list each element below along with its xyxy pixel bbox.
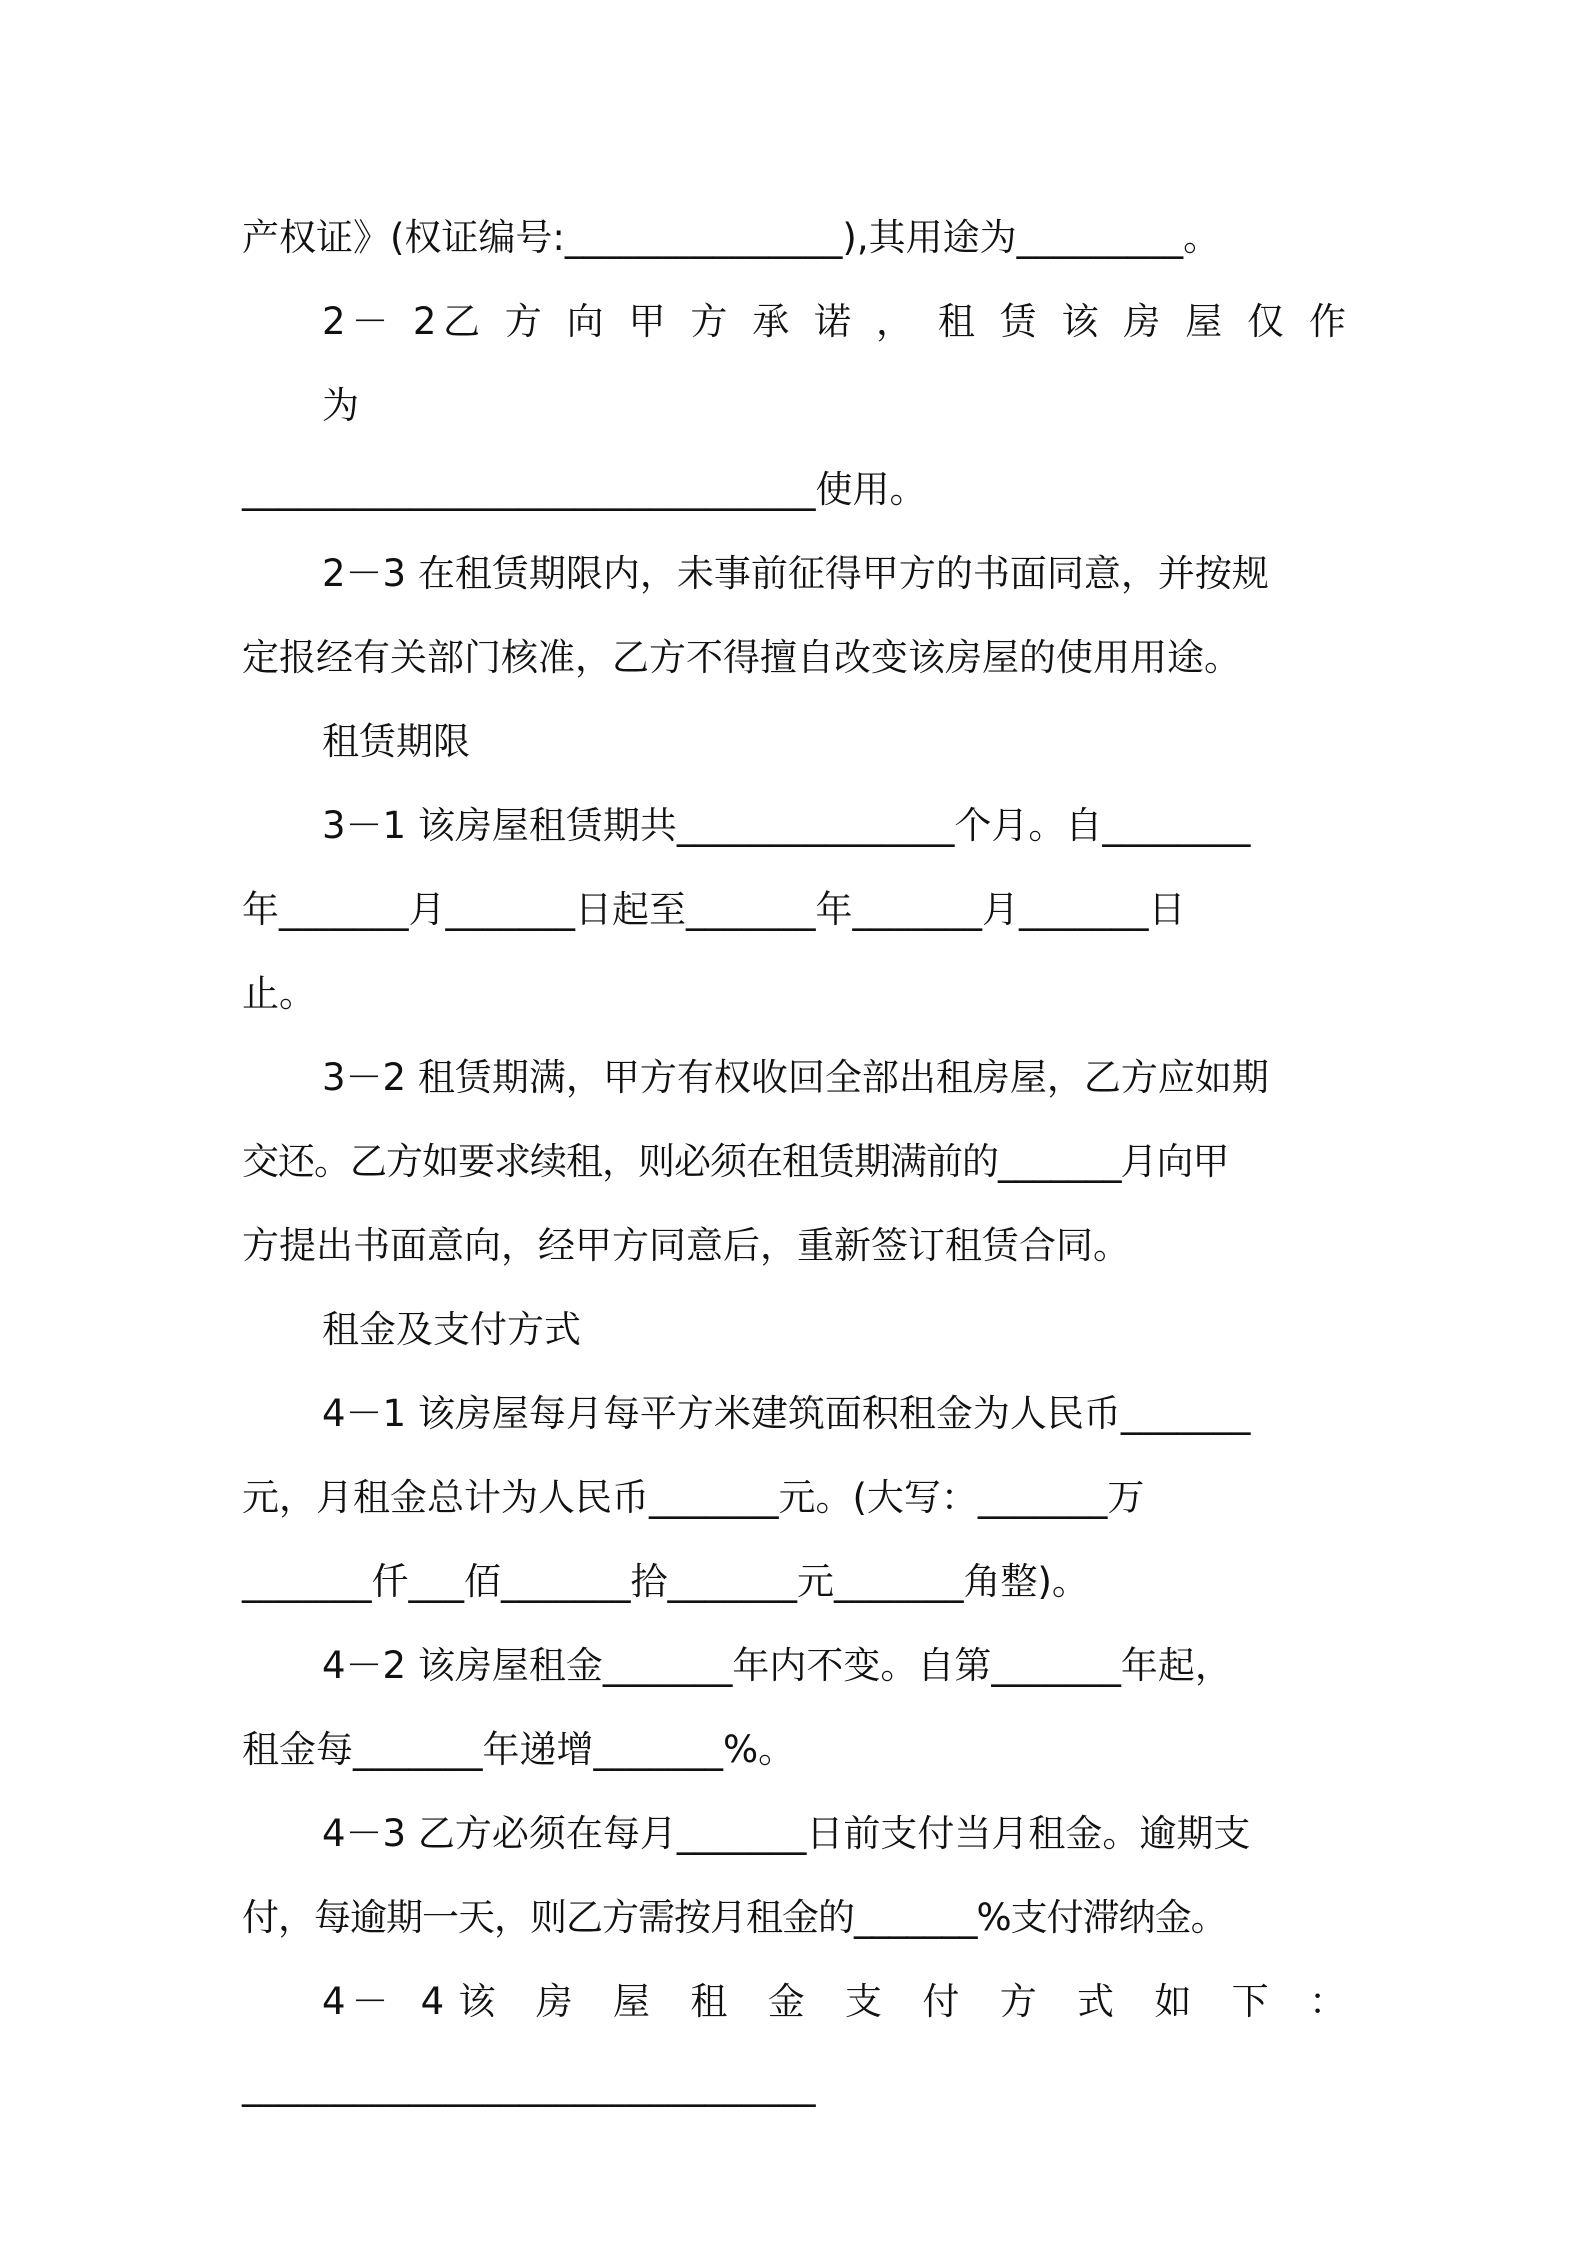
text-line: 元，月租金总计为人民币_______元。(大写：_______万 (242, 1476, 1145, 1519)
clause-2-2: 2－ 2乙 方 向 甲 方 承 诺 ， 租 赁 该 房 屋 仅 作 为 (322, 300, 1352, 427)
clause-4-4: 4－ 4该 房 屋 租 金 支 付 方 式 如 下 ： (322, 1980, 1352, 2023)
text-line: 付，每逾期一天，则乙方需按月租金的_______%支付滞纳金。 (242, 1896, 1227, 1939)
clause-3-1: 3－1 该房屋租赁期共_______________个月。自________ (322, 804, 1251, 847)
text-line: 止。 (242, 972, 316, 1015)
text-line: _______仟___佰_______拾_______元_______角整)。 (242, 1560, 1089, 1603)
text-line: 交还。乙方如要求续租，则必须在租赁期满前的_______月向甲 (242, 1140, 1229, 1183)
clause-4-3: 4－3 乙方必须在每月_______日前支付当月租金。逾期支 (322, 1812, 1251, 1855)
text-line: 方提出书面意向，经甲方同意后，重新签订租赁合同。 (242, 1224, 1130, 1267)
clause-4-2: 4－2 该房屋租金_______年内不变。自第_______年起， (322, 1644, 1232, 1687)
text-line: _______________________________ (242, 2064, 816, 2107)
text-line: 产权证》(权证编号:_______________),其用途为_________。 (242, 216, 1221, 259)
section-heading-lease-term: 租赁期限 (322, 720, 470, 763)
clause-2-3: 2－3 在租赁期限内，未事前征得甲方的书面同意，并按规 (322, 552, 1269, 595)
section-heading-rent-payment: 租金及支付方式 (322, 1308, 581, 1351)
document-body (242, 196, 1352, 2128)
clause-3-2: 3－2 租赁期满，甲方有权收回全部出租房屋，乙方应如期 (322, 1056, 1269, 1099)
clause-4-1: 4－1 该房屋每月每平方米建筑面积租金为人民币_______ (322, 1392, 1251, 1435)
text-line: 租金每_______年递增_______%。 (242, 1728, 796, 1771)
text-line: 定报经有关部门核准，乙方不得擅自改变该房屋的使用用途。 (242, 636, 1241, 679)
text-line: _______________________________使用。 (242, 468, 927, 511)
text-line: 年_______月_______日起至_______年_______月_______日 (242, 888, 1186, 931)
